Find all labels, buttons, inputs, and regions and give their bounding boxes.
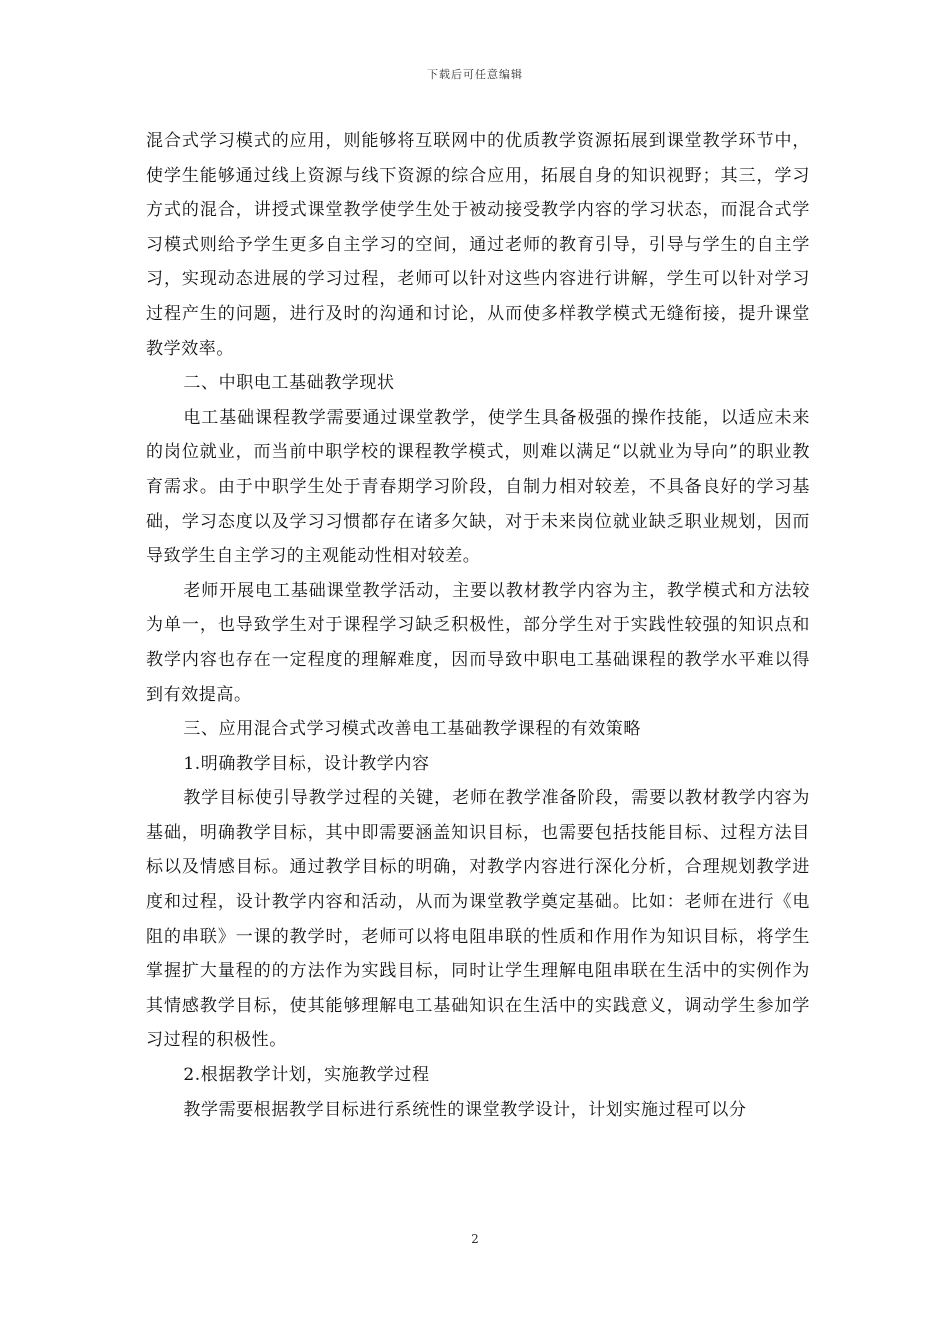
paragraph: 电工基础课程教学需要通过课堂教学，使学生具备极强的操作技能，以适应未来的岗位就业，而当前中职学校的课程教学模式，则难以满足“以就业为导向”的职业教育需求。由于中职学生处于青春期学习阶段，自制力相对较差，不具备良好的学习基础，学习态度以及学习习惯都存在诸多欠缺，对于未来岗位就业缺乏职业规划，因而导致学生自主学习的主观能动性相对较差。 (146, 407, 810, 567)
subheading-teaching-goals: 1.明确教学目标，设计教学内容 (183, 753, 430, 774)
section-heading-strategies: 三、应用混合式学习模式改善电工基础教学课程的有效策略 (183, 719, 641, 740)
subheading-teaching-plan: 2.根据教学计划，实施教学过程 (183, 1065, 430, 1086)
page-number: 2 (471, 1232, 479, 1246)
paragraph: 老师开展电工基础课堂教学活动，主要以教材教学内容为主，教学模式和方法较为单一，也导致学生对于课程学习缺乏积极性，部分学生对于实践性较强的知识点和教学内容也存在一定程度的理解难度，因而导致中职电工基础课程的教学水平难以得到有效提高。 (146, 580, 810, 705)
paragraph: 教学需要根据教学目标进行系统性的课堂教学设计，计划实施过程可以分 (183, 1099, 747, 1120)
paragraph: 教学目标使引导教学过程的关键，老师在教学准备阶段，需要以教材教学内容为基础，明确教学目标，其中即需要涵盖知识目标，也需要包括技能目标、过程方法目标以及情感目标。通过教学目标的明确，对教学内容进行深化分析，合理规划教学进度和过程，设计教学内容和活动，从而为课堂教学奠定基础。比如：老师在进行《电阻的串联》一课的教学时，老师可以将电阻串联的性质和作用作为知识目标，将学生掌握扩大量程的的方法作为实践目标，同时让学生理解电阻串联在生活中的实例作为其情感教学目标，使其能够理解电工基础知识在生活中的实践意义，调动学生参加学习过程的积极性。 (146, 788, 810, 1051)
page-header: 下载后可任意编辑 (427, 68, 523, 81)
section-heading-current-status: 二、中职电工基础教学现状 (183, 373, 395, 394)
paragraph-continuation: 混合式学习模式的应用，则能够将互联网中的优质教学资源拓展到课堂教学环节中，使学生能够通过线上资源与线下资源的综合应用，拓展自身的知识视野；其三，学习方式的混合，讲授式课堂教学使学生处于被动接受教学内容的学习状态，而混合式学习模式则给予学生更多自主学习的空间，通过老师的教育引导，引导与学生的自主学习，实现动态进展的学习过程，老师可以针对这些内容进行讲解，学生可以针对学习过程产生的问题，进行及时的沟通和讨论，从而使多样教学模式无缝衔接，提升课堂教学效率。 (146, 131, 810, 359)
document-body (146, 124, 810, 1127)
